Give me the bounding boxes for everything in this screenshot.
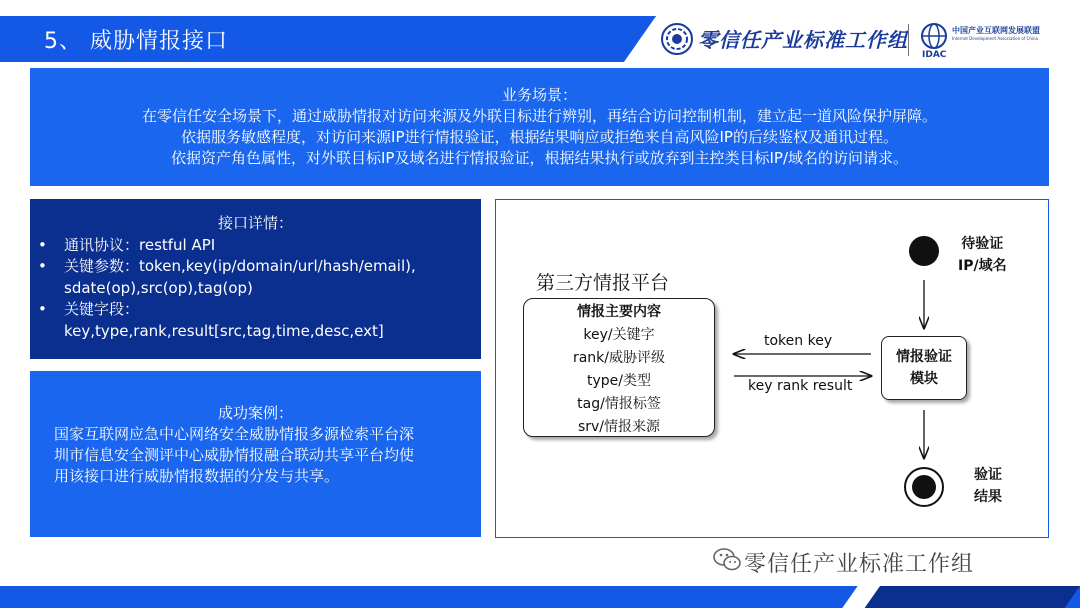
- api-protocol: • 通讯协议：restful API: [38, 235, 481, 257]
- start-label-line1: 待验证: [961, 236, 1004, 252]
- business-scenario-panel: [30, 68, 1049, 186]
- logo-divider: [908, 24, 909, 56]
- end-label-line1: 验证: [974, 467, 1002, 483]
- api-params-cont: sdate(op),src(op),tag(op): [64, 278, 253, 297]
- platform-title: 第三方情报平台: [536, 272, 670, 294]
- success-case-panel: [30, 371, 481, 537]
- idac-name-en: Internet Development Association of China: [952, 36, 1038, 41]
- org-logo-text: 零信任产业标准工作组: [698, 28, 908, 52]
- case-title: 成功案例：: [217, 404, 293, 422]
- zero-trust-logo-icon: [660, 22, 694, 56]
- api-details-panel: [30, 199, 481, 359]
- scenario-title: 业务场景：: [501, 86, 577, 104]
- flow-diagram: [495, 199, 1049, 538]
- request-label: token key: [764, 333, 833, 349]
- scenario-line: 依据服务敏感程度，对访问来源IP进行情报验证，根据结果响应或拒绝来自高风险IP的后续鉴权及通讯过程。: [181, 128, 898, 146]
- wechat-watermark: 零信任产业标准工作组: [744, 552, 975, 577]
- page-title: 5、 威胁情报接口: [44, 29, 228, 54]
- platform-head: 情报主要内容: [577, 304, 661, 320]
- api-fields-value: key,type,rank,result[src,tag,time,desc,ext]: [64, 321, 384, 340]
- idac-abbr: IDAC: [922, 50, 947, 60]
- api-title: 接口详情：: [217, 214, 293, 232]
- response-label: key rank result: [748, 378, 853, 394]
- start-node-label: [958, 233, 1007, 277]
- end-node: [904, 467, 944, 507]
- start-label-line2: IP/域名: [958, 258, 1007, 274]
- platform-item: srv/情报来源: [577, 419, 661, 435]
- footer-bar: [0, 586, 1080, 608]
- scenario-line: 依据资产角色属性，对外联目标IP及域名进行情报验证，根据结果执行或放弃到主控类目标IP/域名的访问请求。: [171, 149, 908, 167]
- end-node-label: [974, 464, 1002, 508]
- start-node: [909, 236, 939, 266]
- api-list: [30, 299, 481, 321]
- platform-box: [523, 298, 715, 437]
- platform-item: rank/威胁评级: [572, 350, 666, 366]
- verification-module: [881, 336, 967, 400]
- api-params: • 关键参数：token,key(ip/domain/url/hash/email),: [38, 256, 481, 278]
- platform-item: tag/情报标签: [577, 396, 661, 412]
- footer-dark-band: [865, 586, 1080, 608]
- platform-item: key/关键字: [583, 327, 655, 343]
- idac-name-cn: 中国产业互联网发展联盟: [952, 26, 1040, 35]
- scenario-line: 在零信任安全场景下，通过威胁情报对访问来源及外联目标进行辨别，再结合访问控制机制，建立起一道风险保护屏障。: [141, 107, 937, 125]
- case-body: 国家互联网应急中心网络安全威胁情报多源检索平台深圳市信息安全测评中心威胁情报融合联动共享平台均使用该接口进行威胁情报数据的分发与共享。: [54, 425, 415, 485]
- api-list: [30, 235, 481, 278]
- module-line2: 模块: [910, 371, 938, 387]
- platform-item: type/类型: [587, 373, 651, 389]
- api-fields-label: • 关键字段：: [38, 299, 481, 321]
- end-label-line2: 结果: [974, 489, 1002, 505]
- idac-globe-icon: [920, 22, 948, 50]
- header-bar: [0, 16, 1080, 62]
- module-line1: 情报验证: [896, 349, 952, 365]
- wechat-icon: [712, 546, 742, 574]
